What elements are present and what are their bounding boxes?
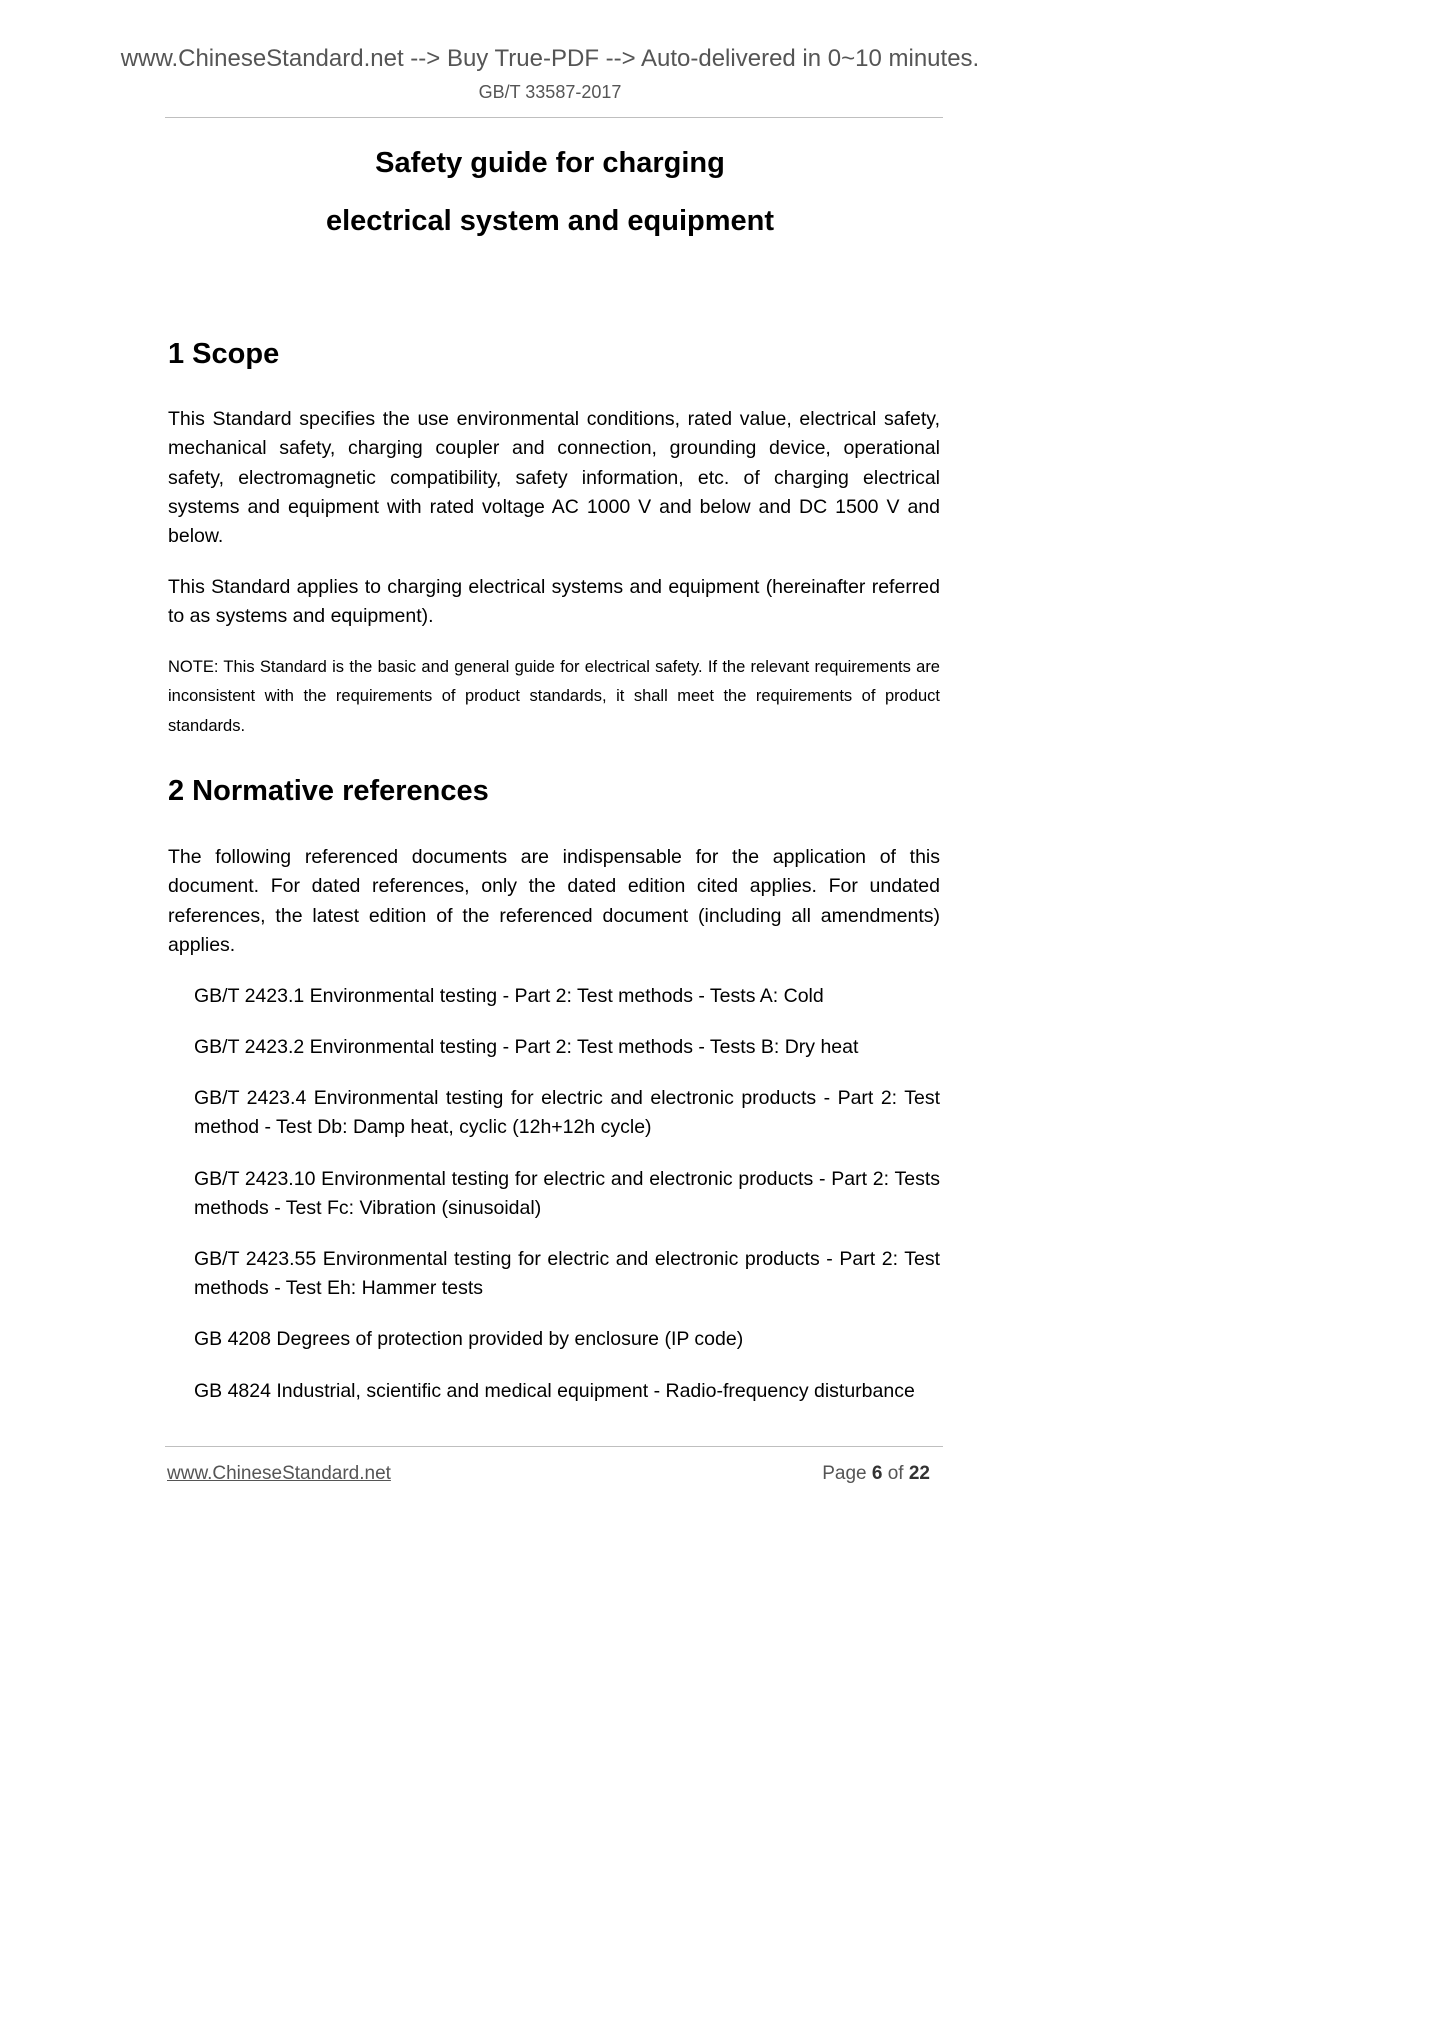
reference-item: GB/T 2423.10 Environmental testing for electric and electronic products - Part 2: Tests methods - Test Fc: Vibration (sinusoidal) — [194, 1168, 940, 1220]
section-heading-scope: 1 Scope — [168, 338, 280, 370]
header-divider — [165, 117, 943, 118]
document-number: GB/T 33587-2017 — [478, 82, 622, 102]
scope-note: NOTE: This Standard is the basic and general guide for electrical safety. If the relevant requirements are inconsistent with the requirements of product standards, it shall meet the requirements of product standards. — [168, 658, 940, 735]
footer-divider — [165, 1446, 943, 1447]
current-page-number: 6 — [871, 1463, 883, 1484]
top-banner: www.ChineseStandard.net --> Buy True-PDF --> Auto-delivered in 0~10 minutes. — [120, 45, 980, 72]
page-prefix: Page — [822, 1463, 867, 1484]
page-indicator — [822, 1462, 930, 1486]
page-of: of — [887, 1463, 904, 1484]
scope-paragraph-1: This Standard specifies the use environmental conditions, rated value, electrical safety, mechanical safety, charging coupler and connection, grounding device, operational safety, electromagnetic compatibility, safety information, etc. of charging electrical systems and equipment with rated voltage AC 1000 V and below and DC 1500 V and below. — [168, 408, 940, 548]
reference-item: GB/T 2423.2 Environmental testing - Part 2: Test methods - Tests B: Dry heat — [194, 1036, 859, 1058]
scope-paragraph-2: This Standard applies to charging electrical systems and equipment (hereinafter referred to as systems and equipment). — [168, 576, 940, 628]
footer-site-link[interactable]: www.ChineseStandard.net — [167, 1463, 391, 1484]
reference-item: GB 4824 Industrial, scientific and medical equipment - Radio-frequency disturbance — [194, 1380, 915, 1402]
document-title-line-1: Safety guide for charging — [375, 147, 725, 179]
total-page-count: 22 — [908, 1463, 930, 1484]
reference-item: GB 4208 Degrees of protection provided by enclosure (IP code) — [194, 1328, 744, 1350]
reference-item: GB/T 2423.55 Environmental testing for electric and electronic products - Part 2: Test methods - Test Eh: Hammer tests — [194, 1248, 940, 1300]
section-heading-normative-references: 2 Normative references — [168, 775, 489, 807]
reference-item: GB/T 2423.4 Environmental testing for electric and electronic products - Part 2: Test method - Test Db: Damp heat, cyclic (12h+12h cycle) — [194, 1087, 940, 1139]
normative-intro-paragraph: The following referenced documents are indispensable for the application of this document. For dated references, only the dated edition cited applies. For undated references, the latest edition of the referenced document (including all amendments) applies. — [168, 846, 940, 956]
reference-item: GB/T 2423.1 Environmental testing - Part 2: Test methods - Tests A: Cold — [194, 985, 824, 1007]
document-title-line-2: electrical system and equipment — [325, 205, 775, 237]
